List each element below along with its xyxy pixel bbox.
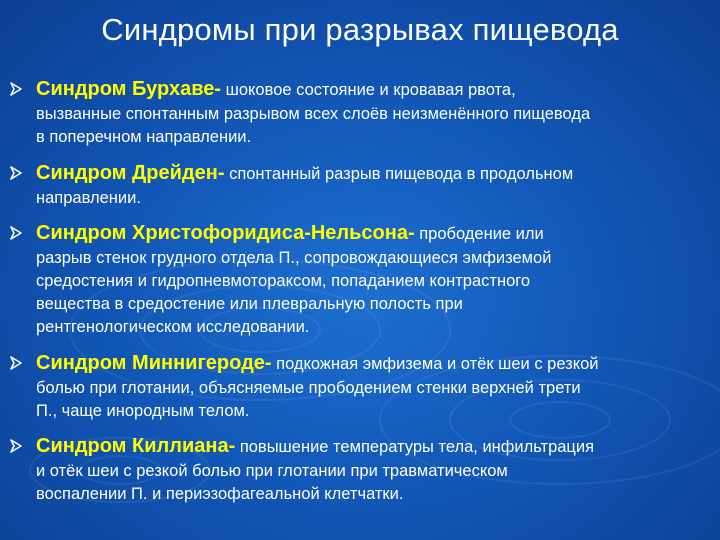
syndrome-description: подкожная эмфизема и отёк шеи с резкой xyxy=(271,355,599,373)
syndrome-description: шоковое состояние и кровавая рвота, xyxy=(221,81,516,99)
description-line: болью при глотании, объясняемые прободением стенки верхней трети xyxy=(36,379,581,397)
description-line: рентгенологическом исследовании. xyxy=(36,318,310,336)
description-line: воспалении П. и периэзофагеальной клетчатки. xyxy=(36,485,404,503)
syndrome-name: Синдром Христофоридиса-Нельсона- xyxy=(36,222,415,244)
description-line: средостения и гидропневмотораксом, попаданием контрастного xyxy=(36,272,531,290)
description-line: разрыв стенок грудного отдела П., сопровождающиеся эмфиземой xyxy=(36,249,552,267)
description-line: П., чаще инородным телом. xyxy=(36,402,250,420)
syndrome-name: Синдром Киллиана- xyxy=(36,435,236,457)
slide-title: Синдромы при разрывах пищевода xyxy=(101,12,619,47)
syndrome-description: повышение температуры тела, инфильтрация xyxy=(235,438,595,456)
syndrome-name: Синдром Бурхаве- xyxy=(36,78,222,100)
syndrome-description: спонтанный разрыв пищевода в продольном xyxy=(224,165,574,183)
description-line: вещества в средостение или плевральную полость при xyxy=(36,295,463,313)
description-line: направлении. xyxy=(36,189,141,207)
description-line: вызванные спонтанным разрывом всех слоёв неизменённого пищевода xyxy=(36,105,591,123)
arrow-bullet-icon xyxy=(8,438,24,454)
syndrome-name: Синдром Миннигероде- xyxy=(36,352,272,374)
arrow-bullet-icon xyxy=(8,355,24,371)
arrow-bullet-icon xyxy=(8,225,24,241)
description-line: и отёк шеи с резкой болью при глотании при травматическом xyxy=(36,462,508,480)
arrow-bullet-icon xyxy=(8,165,24,181)
syndrome-description: прободение или xyxy=(414,225,544,243)
arrow-bullet-icon xyxy=(8,81,24,97)
description-line: в поперечном направлении. xyxy=(36,128,252,146)
syndrome-name: Синдром Дрейден- xyxy=(36,162,225,184)
